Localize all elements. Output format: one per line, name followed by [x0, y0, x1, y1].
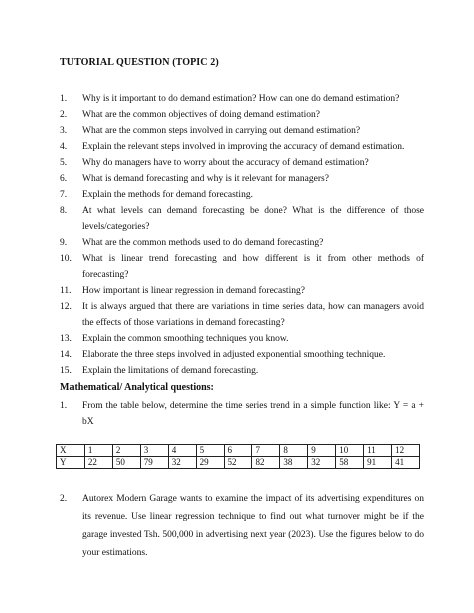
table-cell: 32: [168, 457, 196, 469]
question-text: What is demand forecasting and why is it relevant for managers?: [82, 174, 329, 184]
table-cell: 6: [224, 445, 252, 457]
question-text-line1: From the table below, determine the time series trend in a simple function like: Y = a +: [82, 401, 424, 411]
question-text-line4: your estimations.: [82, 548, 148, 558]
question-number: 5.: [60, 158, 68, 168]
table-cell: 7: [252, 445, 280, 457]
table-cell: 4: [168, 445, 196, 457]
question-text-line2: its revenue. Use linear regression technique to find out what turnover might be if the: [82, 512, 424, 522]
table-cell: 2: [112, 445, 140, 457]
section-heading: Mathematical/ Analytical questions:: [60, 382, 214, 393]
question-number: 3.: [60, 126, 68, 136]
table-row-x: [57, 445, 420, 457]
question-text-line2: levels/categories?: [82, 222, 150, 232]
question-number: 2.: [60, 110, 68, 120]
question-number: 10.: [60, 254, 72, 264]
question-number: 1.: [60, 94, 68, 104]
question-number: 15.: [60, 366, 72, 376]
question-number: 13.: [60, 334, 72, 344]
question-text: Explain the limitations of demand forecasting.: [82, 366, 259, 376]
question-number: 4.: [60, 142, 68, 152]
question-text-line1: It is always argued that there are variations in time series data, how can managers avoid: [82, 302, 424, 312]
page-title: TUTORIAL QUESTION (TOPIC 2): [60, 57, 219, 68]
question-text: What are the common methods used to do demand forecasting?: [82, 238, 324, 248]
question-text-line2: bX: [82, 417, 94, 427]
question-number: 7.: [60, 190, 68, 200]
question-text-line2: forecasting?: [82, 270, 129, 280]
question-text-line1: At what levels can demand forecasting be done? What is the difference of those: [82, 206, 424, 216]
question-number: 11.: [60, 286, 72, 296]
question-number: 12.: [60, 302, 72, 312]
table-cell: 5: [196, 445, 224, 457]
question-text: What are the common steps involved in carrying out demand estimation?: [82, 126, 361, 136]
row-label-y: Y: [57, 457, 85, 469]
table-cell: 11: [364, 445, 392, 457]
question-number: 9.: [60, 238, 68, 248]
table-cell: 1: [84, 445, 112, 457]
question-text-line3: garage invested Tsh. 500,000 in advertising next year (2023). Use the figures below to do: [82, 530, 424, 540]
question-number: 6.: [60, 174, 68, 184]
question-text-line2: the effects of those variations in demand forecasting?: [82, 318, 285, 328]
question-text: How important is linear regression in demand forecasting?: [82, 286, 305, 296]
table-cell: 38: [280, 457, 308, 469]
table-cell: 58: [336, 457, 364, 469]
table-cell: 41: [392, 457, 420, 469]
question-text: Explain the common smoothing techniques you know.: [82, 334, 289, 344]
table-cell: 50: [112, 457, 140, 469]
question-number: 8.: [60, 206, 68, 216]
row-label-x: X: [57, 445, 85, 457]
table-row-y: [57, 457, 420, 469]
table-cell: 29: [196, 457, 224, 469]
question-text: Elaborate the three steps involved in adjusted exponential smoothing technique.: [82, 350, 386, 360]
table-cell: 12: [392, 445, 420, 457]
table-cell: 3: [140, 445, 168, 457]
table-cell: 9: [308, 445, 336, 457]
question-text-line1: Autorex Modern Garage wants to examine the impact of its advertising expenditures on: [82, 494, 424, 504]
table-cell: 52: [224, 457, 252, 469]
table-cell: 8: [280, 445, 308, 457]
question-text: Why is it important to do demand estimation? How can one do demand estimation?: [82, 94, 400, 104]
table-cell: 22: [84, 457, 112, 469]
data-table: [56, 444, 420, 469]
table-cell: 32: [308, 457, 336, 469]
question-text: Why do managers have to worry about the accuracy of demand estimation?: [82, 158, 369, 168]
table-cell: 79: [140, 457, 168, 469]
question-text: What are the common objectives of doing demand estimation?: [82, 110, 320, 120]
question-text: Explain the methods for demand forecasting.: [82, 190, 253, 200]
question-number: 14.: [60, 350, 72, 360]
table-cell: 10: [336, 445, 364, 457]
table-cell: 82: [252, 457, 280, 469]
table-cell: 91: [364, 457, 392, 469]
question-text: Explain the relevant steps involved in improving the accuracy of demand estimation.: [82, 142, 405, 152]
question-number: 1.: [60, 401, 68, 411]
question-number: 2.: [60, 494, 68, 504]
question-text-line1: What is linear trend forecasting and how different is it from other methods of: [82, 254, 424, 264]
